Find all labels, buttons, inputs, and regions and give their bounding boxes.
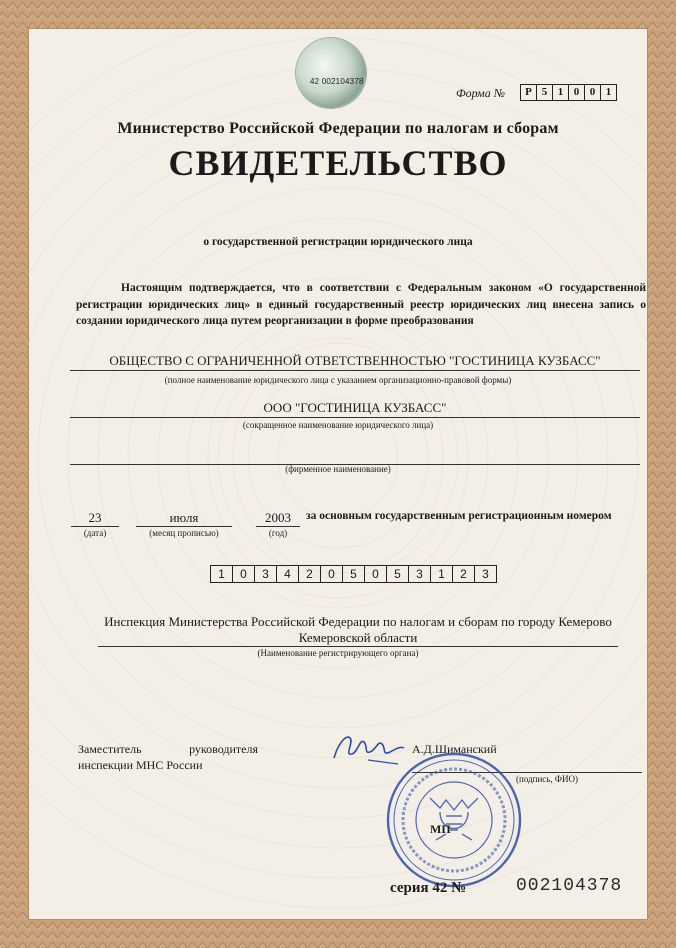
registration-month: июля xyxy=(136,510,232,527)
form-code-char: 0 xyxy=(569,85,585,100)
stamp-mp-label: МП xyxy=(430,822,451,836)
registration-number-label: за основным государственным регистрационным номером xyxy=(306,510,612,522)
ministry-heading: Министерство Российской Федерации по налогам и сборам xyxy=(117,120,559,137)
signatory-position-line-1 xyxy=(78,742,258,757)
ogrn-digit: 1 xyxy=(431,566,453,582)
day-caption: (дата) xyxy=(83,528,107,538)
form-number-label: Форма № xyxy=(456,86,506,100)
document-subtitle: о государственной регистрации юридического лица xyxy=(203,236,473,248)
authority-caption: (Наименование регистрирующего органа) xyxy=(257,648,419,658)
registration-year: 2003 xyxy=(256,510,300,527)
ogrn-digit: 4 xyxy=(277,566,299,582)
authority-line-2: Кемеровской области xyxy=(98,630,618,647)
confirmation-paragraph: Настоящим подтверждается, что в соответствии с Федеральным законом «О государственной регистрации юридических лиц» в единый государственный реестр юридических лиц внесена запись о создании юридического лица путем реорганизации в форме преобразования xyxy=(76,282,646,327)
short-name-field: ООО "ГОСТИНИЦА КУЗБАСС" xyxy=(70,400,640,418)
ogrn-boxes xyxy=(210,565,497,583)
ogrn-digit: 2 xyxy=(453,566,475,582)
signatory-name: А.Д.Шиманский xyxy=(412,742,497,756)
serial-number: 002104378 xyxy=(516,876,623,896)
hologram-seal xyxy=(296,38,366,108)
month-caption: (месяц прописью) xyxy=(149,528,219,538)
hologram-number: 42 002104378 xyxy=(310,77,364,86)
ogrn-digit: 5 xyxy=(343,566,365,582)
ogrn-digit: 1 xyxy=(211,566,233,582)
full-name-caption: (полное наименование юридического лица с указанием организационно-правовой формы) xyxy=(164,375,512,385)
serial-label: серия 42 № xyxy=(390,880,467,896)
position-word-1: Заместитель xyxy=(78,742,142,756)
form-code-char: 0 xyxy=(585,85,601,100)
signature-caption: (подпись, ФИО) xyxy=(516,774,578,784)
form-code-char: Р xyxy=(521,85,537,100)
position-word-2: руководителя xyxy=(189,742,258,756)
ogrn-digit: 0 xyxy=(321,566,343,582)
year-caption: (год) xyxy=(268,528,288,538)
authority-line-1: Инспекция Министерства Российской Федерации по налогам и сборам по городу Кемерово xyxy=(104,614,612,629)
registering-authority xyxy=(68,614,648,647)
registration-day: 23 xyxy=(71,510,119,527)
ogrn-digit: 0 xyxy=(233,566,255,582)
full-name-field: ОБЩЕСТВО С ОГРАНИЧЕННОЙ ОТВЕТСТВЕННОСТЬЮ "ГОСТИНИЦА КУЗБАСС" xyxy=(70,353,640,371)
form-code-char: 5 xyxy=(537,85,553,100)
short-name-caption: (сокращенное наименование юридического лица) xyxy=(242,420,434,430)
ogrn-digit: 3 xyxy=(482,567,489,581)
form-code-char: 1 xyxy=(605,86,612,98)
ogrn-digit: 5 xyxy=(387,566,409,582)
document-title: СВИДЕТЕЛЬСТВО xyxy=(168,143,508,183)
brand-name-caption: (фирменное наименование) xyxy=(285,464,391,474)
document-body xyxy=(28,28,648,920)
form-number-boxes xyxy=(520,84,617,101)
ogrn-digit: 0 xyxy=(365,566,387,582)
ogrn-digit: 2 xyxy=(299,566,321,582)
ogrn-digit: 3 xyxy=(409,566,431,582)
official-stamp xyxy=(384,750,524,890)
form-code-char: 1 xyxy=(553,85,569,100)
signatory-position-line-2: инспекции МНС России xyxy=(78,758,203,772)
ogrn-digit: 3 xyxy=(255,566,277,582)
